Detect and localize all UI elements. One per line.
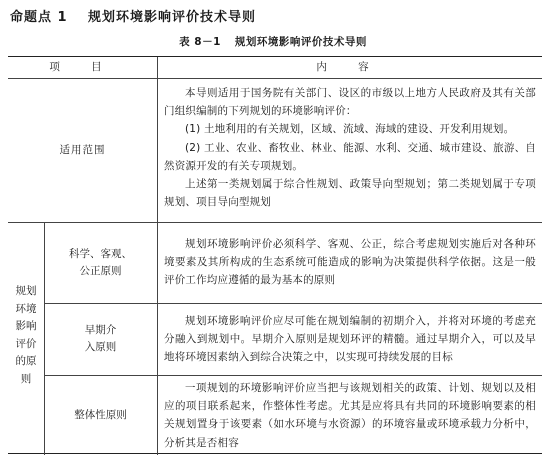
guideline-table xyxy=(8,56,542,454)
principle-label-line: 入原则 xyxy=(84,341,117,353)
principle-label-line: 整体性原则 xyxy=(74,408,127,421)
header-content: 内 容 xyxy=(316,61,383,73)
topic-title: 规划环境影响评价技术导则 xyxy=(88,10,257,25)
scope-content xyxy=(164,84,536,211)
scope-label: 适用范围 xyxy=(59,143,106,156)
principle-label xyxy=(44,222,157,303)
scope-paragraph: (2) 工业、农业、畜牧业、林业、能源、水利、交通、城市建设、旅游、自然资源开发的有关专项规划。 xyxy=(164,141,536,172)
scope-paragraph: (1) 土地利用的有关规划，区域、流域、海域的建设、开发利用规划。 xyxy=(185,123,515,136)
table-title: 规划环境影响评价技术导则 xyxy=(234,36,367,48)
scope-paragraph: 上述第一类规划属于综合性规划、政策导向型规划；第二类规划属于专项规划、项目导向型规划 xyxy=(164,178,536,209)
scope-paragraph: 本导则适用于国务院有关部门、设区的市级以上地方人民政府及其有关部门组织编制的下列规划的环境影响评价： xyxy=(164,87,536,118)
section-heading xyxy=(10,6,256,25)
principle-text: 规划环境影响评价应尽可能在规划编制的初期介入，并将对环境的考虑充分融入到规划中。早期介入原则是规划环评的精髓。通过早期介入，可以及早地将环境因素纳入到综合决策之中，以实现可持续发展的目标 xyxy=(164,315,536,364)
principle-label-line: 早期介 xyxy=(84,324,117,336)
principle-label xyxy=(44,303,157,375)
principle-text: 规划环境影响评价必须科学、客观、公正，综合考虑规划实施后对各种环境要素及其所构成的生态系统可能造成的影响为决策提供科学依据。这是一般评价工作均应遵循的最为基本的原则 xyxy=(164,238,536,287)
topic-number: 命题点 1 xyxy=(10,10,68,25)
principles-group-label: 规划环境影响评价的原则 xyxy=(15,285,37,385)
table-caption xyxy=(0,34,546,49)
principle-label-line: 科学、客观、 xyxy=(69,247,132,260)
table-number: 表 8－1 xyxy=(179,36,221,48)
principle-label xyxy=(44,375,157,455)
item-content-divider xyxy=(157,57,158,455)
header-item: 项 目 xyxy=(49,61,116,73)
principle-text: 一项规划的环境影响评价应当把与该规划相关的政策、计划、规划以及相应的项目联系起来，作整体性考虑。尤其是应将具有共同的环境影响要素的相关规划置身于该要素（如水环境与水资源）的环境容量或环境承载力分析中，分析其是否相容 xyxy=(164,382,536,449)
principle-label-line: 公正原则 xyxy=(79,264,122,277)
